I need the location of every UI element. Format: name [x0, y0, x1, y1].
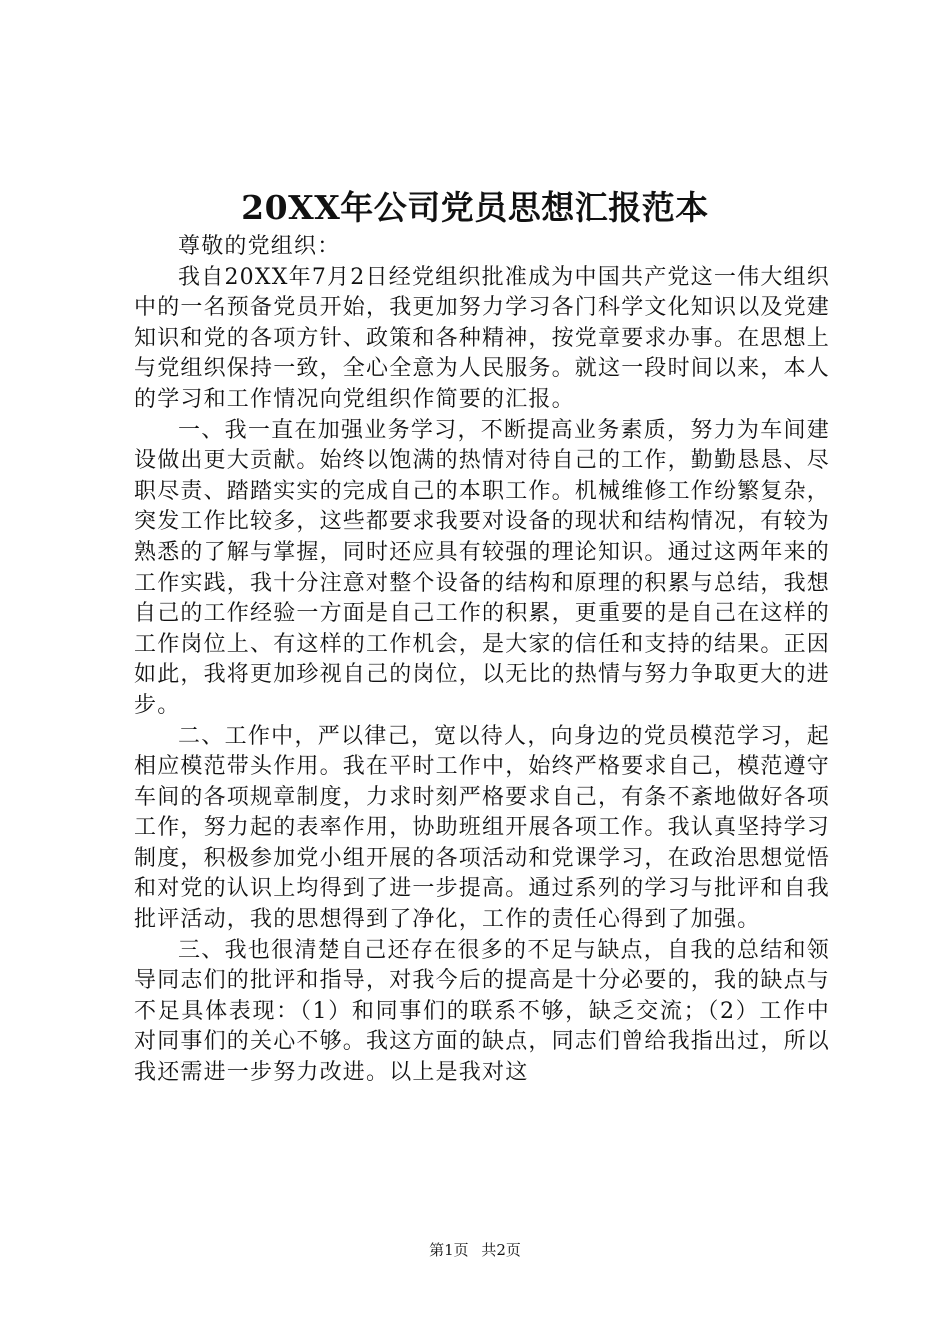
paragraph-one: 一、我一直在加强业务学习，不断提高业务素质，努力为车间建设做出更大贡献。始终以饱满的热情对待自己的工作，勤勤恳恳、尽职尽责、踏踏实实的完成自己的本职工作。机械维修工作纷繁复杂，突发工作比较多，这些都要求我要对设备的现状和结构情况，有较为熟悉的了解与掌握，同时还应具有较强的理论知识。通过这两年来的工作实践，我十分注意对整个设备的结构和原理的积累与总结，我想自己的工作经验一方面是自己工作的积累，更重要的是自己在这样的工作岗位上、有这样的工作机会，是大家的信任和支持的结果。正因如此，我将更加珍视自己的岗位，以无比的热情与努力争取更大的进步。: [134, 417, 831, 718]
salutation: 尊敬的党组织：: [178, 234, 341, 259]
page-number: 第1页: [429, 1241, 469, 1259]
document-body: [134, 232, 830, 1089]
page-total: 共2页: [481, 1241, 521, 1259]
page-footer: [0, 1240, 950, 1260]
document-title: 20XX年公司党员思想汇报范本: [241, 188, 709, 227]
paragraph-three: 三、我也很清楚自己还存在很多的不足与缺点，自我的总结和领导同志们的批评和指导，对我今后的提高是十分必要的，我的缺点与不足具体表现：（1）和同事们的联系不够，缺乏交流；（2）工作中对同事们的关心不够。我这方面的缺点，同志们曾给我指出过，所以我还需进一步努力改进。以上是我对这: [134, 937, 831, 1086]
paragraph-intro: 我自20XX年7月2日经党组织批准成为中国共产党这一伟大组织中的一名预备党员开始，我更加努力学习各门科学文化知识以及党建知识和党的各项方针、政策和各种精神，按党章要求办事。在思想上与党组织保持一致，全心全意为人民服务。就这一段时间以来，本人的学习和工作情况向党组织作简要的汇报。: [134, 264, 831, 412]
paragraph-two: 二、工作中，严以律己，宽以待人，向身边的党员模范学习，起相应模范带头作用。我在平时工作中，始终严格要求自己，模范遵守车间的各项规章制度，力求时刻严格要求自己，有条不紊地做好各项工作，努力起的表率作用，协助班组开展各项工作。我认真坚持学习制度，积极参加党小组开展的各项活动和党课学习，在政治思想觉悟和对党的认识上均得到了进一步提高。通过系列的学习与批评和自我批评活动，我的思想得到了净化，工作的责任心得到了加强。: [134, 723, 831, 933]
